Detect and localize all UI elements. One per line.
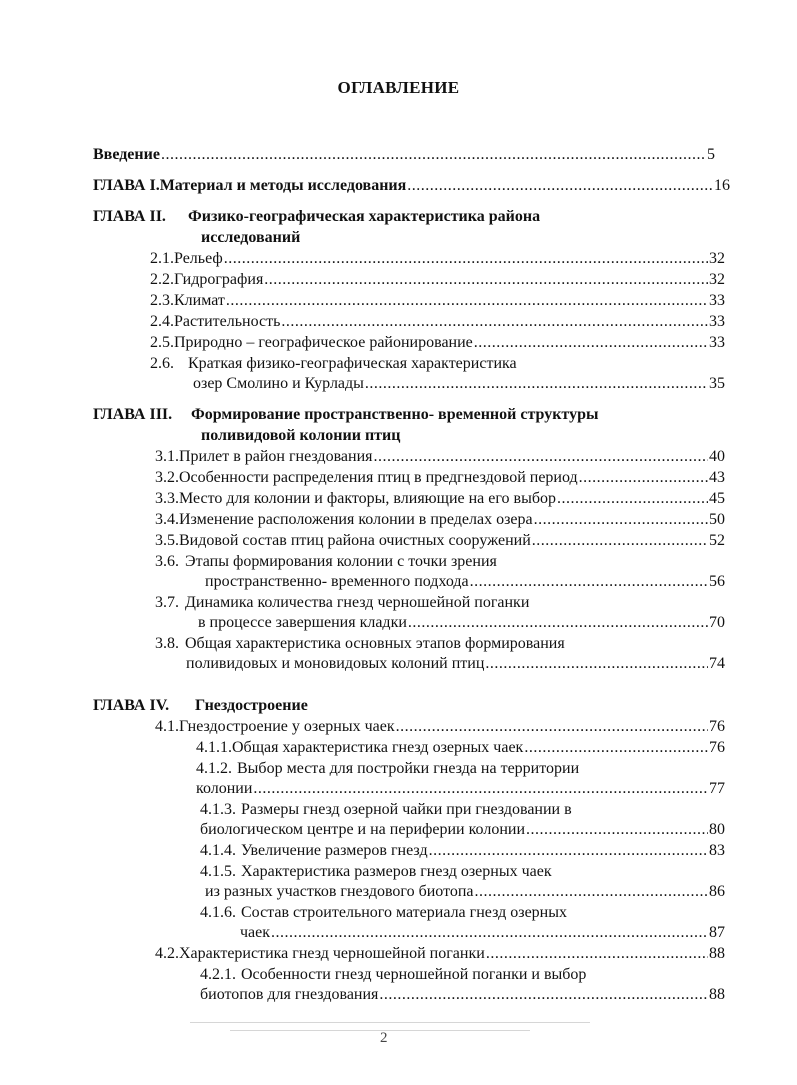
toc-entry[interactable] (150, 249, 725, 269)
leader-dots (281, 312, 708, 332)
toc-label: Материал и методы исследования (159, 177, 407, 194)
page-number: 2 (380, 1030, 388, 1046)
section-number: 4.1.6. (200, 904, 236, 921)
toc-entry[interactable] (155, 531, 725, 551)
toc-entry-continuation[interactable] (205, 572, 725, 592)
toc-entry-continuation[interactable] (196, 779, 725, 799)
toc-label: Характеристика гнезд черношейной поганки (179, 945, 485, 962)
toc-entry[interactable] (155, 717, 725, 737)
toc-page: 32 (709, 250, 725, 267)
section-number: 3.5. (155, 532, 179, 549)
section-number: 4.1.1. (196, 739, 232, 756)
toc-label: Место для колонии и факторы, влияющие на его выбор (179, 490, 556, 507)
section-number: 3.2. (155, 469, 179, 486)
toc-entry-continuation[interactable] (193, 374, 725, 394)
section-number: 3.7. (155, 594, 179, 611)
toc-label: Прилет в район гнездования (179, 448, 373, 465)
toc-label-line-2: биотопов для гнездования (200, 986, 379, 1003)
toc-label: Растительность (174, 313, 281, 330)
toc-page: 83 (709, 842, 725, 859)
toc-page: 32 (709, 271, 725, 288)
leader-dots (532, 531, 708, 551)
section-number: 3.3. (155, 490, 179, 507)
section-number: 2.6. (150, 355, 174, 372)
leader-dots (264, 270, 708, 290)
toc-entry[interactable] (155, 489, 725, 509)
toc-entry[interactable] (150, 312, 725, 332)
toc-page: 35 (709, 375, 725, 392)
leader-dots (579, 468, 708, 488)
toc-entry[interactable] (200, 800, 725, 820)
toc-page: 88 (709, 945, 725, 962)
toc-page: 45 (709, 490, 725, 507)
toc-label: Общая характеристика гнезд озерных чаек (232, 739, 524, 756)
toc-page: 52 (709, 532, 725, 549)
toc-entry[interactable] (200, 965, 725, 985)
leader-dots (526, 820, 708, 840)
leader-dots (429, 841, 708, 861)
toc-label-line-2: из разных участков гнездового биотопа (205, 883, 474, 900)
toc-label-line-1: Этапы формирования колонии с точки зрения (185, 553, 497, 570)
toc-label-line-1: Состав строительного материала гнезд озерных (241, 904, 567, 921)
leader-dots (226, 291, 708, 311)
leader-dots (271, 923, 708, 943)
chapter-number: ГЛАВА I. (93, 177, 160, 194)
toc-label: Природно – географическое районирование (174, 334, 473, 351)
toc-label: Видовой состав птиц района очистных сооружений (179, 532, 531, 549)
leader-dots (534, 510, 708, 530)
leader-dots (224, 249, 708, 269)
toc-page: 43 (709, 469, 725, 486)
toc-page: 76 (709, 739, 725, 756)
leader-dots (524, 738, 708, 758)
section-number: 4.1.3. (200, 801, 236, 818)
toc-page: 87 (709, 924, 725, 941)
toc-page: 86 (709, 883, 725, 900)
leader-dots (161, 145, 706, 165)
chapter-number: ГЛАВА III. (93, 406, 173, 423)
toc-page: 80 (709, 821, 725, 838)
toc-page: 33 (709, 334, 725, 351)
section-number: 3.6. (155, 553, 179, 570)
toc-label: Увеличение размеров гнезд (241, 842, 428, 859)
toc-entry-continuation[interactable] (198, 613, 725, 633)
section-number: 2.1. (150, 250, 174, 267)
toc-entry[interactable] (150, 270, 725, 290)
toc-label-line-1: Размеры гнезд озерной чайки при гнездовании в (241, 801, 572, 818)
toc-entry[interactable] (150, 354, 725, 374)
toc-entry[interactable] (150, 333, 725, 353)
toc-page: 74 (709, 655, 725, 672)
toc-label: Рельеф (174, 250, 223, 267)
toc-page: 40 (709, 448, 725, 465)
toc-entry-continuation[interactable] (205, 882, 725, 902)
toc-label: Гидрография (174, 271, 264, 288)
toc-entry[interactable] (196, 759, 725, 779)
toc-chapter-3-heading[interactable] (93, 405, 598, 425)
toc-entry[interactable] (150, 291, 725, 311)
leader-dots (379, 985, 708, 1005)
toc-entry[interactable] (155, 468, 725, 488)
section-number: 3.1. (155, 448, 179, 465)
leader-dots (475, 882, 708, 902)
leader-dots (374, 447, 709, 467)
scan-noise (190, 1022, 590, 1023)
leader-dots (485, 654, 708, 674)
toc-label-line-2: поливидовых и моновидовых колоний птиц (186, 655, 485, 672)
toc-entry[interactable] (155, 944, 725, 964)
toc-label-line-2: пространственно- временного подхода (205, 573, 469, 590)
toc-entry[interactable] (200, 841, 725, 861)
section-number: 4.1.4. (200, 842, 236, 859)
section-number: 4.1. (155, 718, 179, 735)
toc-page: 70 (709, 614, 725, 631)
toc-chapter-4-heading[interactable] (93, 696, 308, 716)
toc-label-line-1: Особенности гнезд черношейной поганки и выбор (241, 966, 587, 983)
leader-dots (557, 489, 708, 509)
toc-label-line-2: озер Смолино и Курлады (193, 375, 364, 392)
section-number: 4.2. (155, 945, 179, 962)
leader-dots (365, 374, 708, 394)
chapter-title: Гнездостроение (195, 697, 308, 714)
toc-entry[interactable] (155, 552, 725, 572)
toc-entry-chapter-1[interactable] (93, 176, 730, 196)
toc-label: Изменение расположения колонии в пределах озера (179, 511, 533, 528)
toc-label-line-2: колонии (196, 780, 253, 797)
section-number: 2.2. (150, 271, 174, 288)
toc-entry[interactable] (155, 634, 725, 654)
section-number: 4.2.1. (200, 966, 236, 983)
chapter-number: ГЛАВА IV. (93, 697, 170, 714)
toc-label: Гнездостроение у озерных чаек (179, 718, 395, 735)
leader-dots (470, 572, 708, 592)
leader-dots (408, 613, 708, 633)
toc-page: 50 (709, 511, 725, 528)
leader-dots (486, 944, 708, 964)
toc-label: Особенности распределения птиц в предгнездовой период (179, 469, 578, 486)
toc-page: 88 (709, 986, 725, 1003)
page-title: ОГЛАВЛЕНИЕ (337, 78, 460, 97)
chapter-title-line-2: исследований (201, 229, 301, 246)
chapter-title-line-1: Формирование пространственно- временной структуры (191, 406, 599, 423)
toc-label-line-2: чаек (240, 924, 271, 941)
toc-entry[interactable] (155, 510, 725, 530)
toc-entry[interactable] (155, 447, 725, 467)
toc-entry[interactable] (196, 738, 725, 758)
section-number: 3.4. (155, 511, 179, 528)
leader-dots (407, 176, 713, 196)
toc-label-line-1: Характеристика размеров гнезд озерных чаек (241, 863, 552, 880)
toc-label-line-1: Динамика количества гнезд черношейной поганки (185, 594, 530, 611)
toc-entry-continuation[interactable] (240, 923, 725, 943)
chapter-title-line-1: Физико-географическая характеристика района (188, 208, 541, 225)
leader-dots (253, 779, 708, 799)
toc-page: 76 (709, 718, 725, 735)
toc-label-line-1: Выбор места для постройки гнезда на территории (237, 760, 580, 777)
chapter-number: ГЛАВА II. (93, 208, 166, 225)
toc-entry-intro[interactable] (93, 145, 715, 165)
toc-label-line-1: Краткая физико-географическая характеристика (188, 355, 517, 372)
toc-page: 33 (709, 292, 725, 309)
toc-page: 5 (707, 146, 715, 163)
toc-label: Введение (93, 146, 160, 163)
section-number: 2.5. (150, 334, 174, 351)
section-number: 4.1.5. (200, 863, 236, 880)
leader-dots (396, 717, 708, 737)
toc-label-line-1: Общая характеристика основных этапов формирования (185, 635, 565, 652)
toc-entry[interactable] (155, 593, 725, 613)
toc-label-line-2: в процессе завершения кладки (198, 614, 407, 631)
toc-page: 56 (709, 573, 725, 590)
toc-entry[interactable] (200, 862, 725, 882)
toc-entry[interactable] (200, 903, 725, 923)
section-number: 4.1.2. (196, 760, 232, 777)
toc-entry-continuation[interactable] (200, 820, 725, 840)
section-number: 3.8. (155, 635, 179, 652)
section-number: 2.3. (150, 292, 174, 309)
toc-page: 33 (709, 313, 725, 330)
section-number: 2.4. (150, 313, 174, 330)
toc-entry-continuation[interactable] (200, 985, 725, 1005)
toc-label: Климат (174, 292, 225, 309)
toc-page: 77 (709, 780, 725, 797)
toc-entry-continuation[interactable] (186, 654, 725, 674)
leader-dots (474, 333, 708, 353)
toc-chapter-2-heading[interactable] (93, 207, 540, 227)
chapter-title-line-2: поливидовой колонии птиц (201, 427, 401, 444)
toc-page: 16 (714, 177, 730, 194)
toc-label-line-2: биологическом центре и на периферии колонии (200, 821, 526, 838)
